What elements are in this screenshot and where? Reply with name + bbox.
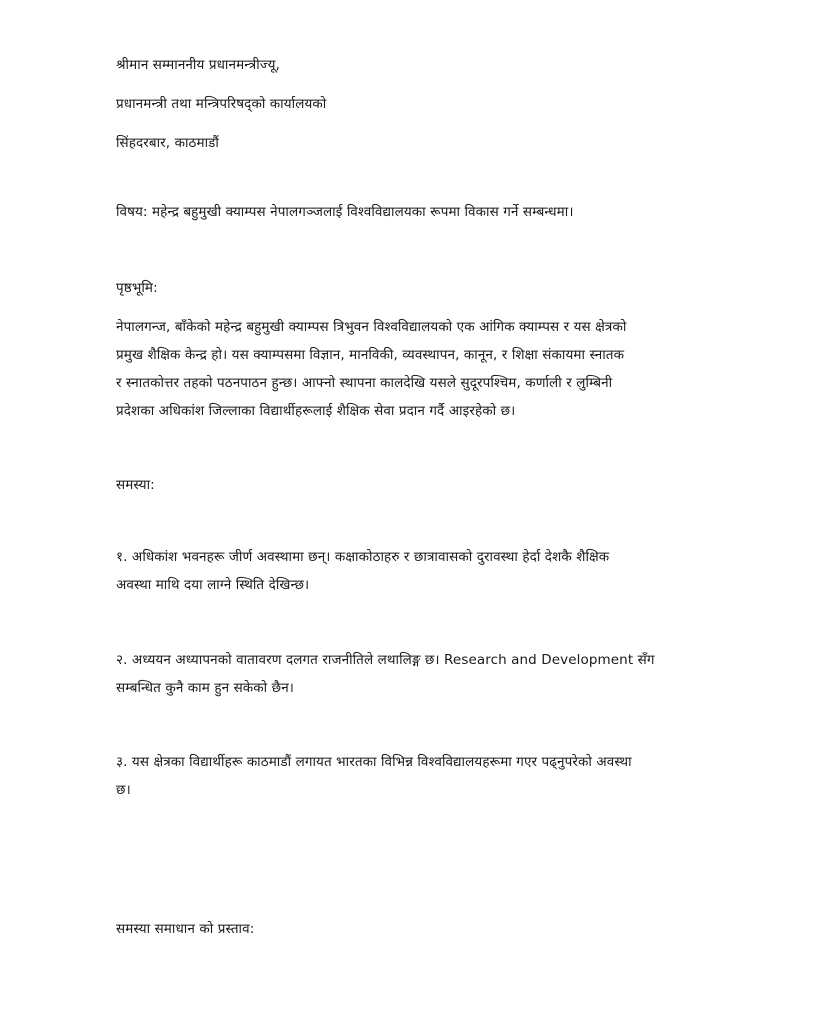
problem-1-line: अवस्था माथि दया लाग्ने स्थिति देखिन्छ।	[116, 577, 310, 593]
background-line: प्रमुख शैक्षिक केन्द्र हो। यस क्याम्पसमा विज्ञान, मानविकी, व्यवस्थापन, कानून, र शिक्षा संकायमा स्नातक	[116, 347, 625, 363]
background-heading: पृष्ठभूमि:	[116, 280, 158, 296]
background-paragraph	[116, 313, 776, 425]
problem-3-line: छ।	[116, 782, 131, 798]
problem-2-line: सम्बन्धित कुनै काम हुन सकेको छैन।	[116, 680, 295, 696]
subject-line: विषय: महेन्द्र बहुमुखी क्याम्पस नेपालगञ्जलाई विश्वविद्यालयका रूपमा विकास गर्ने सम्बन्धमा।	[116, 204, 574, 220]
problem-3-line: ३. यस क्षेत्रका विद्यार्थीहरू काठमाडौं लगायत भारतका विभिन्न विश्वविद्यालयहरूमा गएर पढ्नुपरेको अवस्था	[116, 754, 632, 770]
problem-1	[116, 543, 776, 599]
problem-3	[116, 748, 776, 804]
background-line: र स्नातकोत्तर तहको पठनपाठन हुन्छ। आफ्नो स्थापना कालदेखि यसले सुदूरपश्चिम, कर्णाली र लुम्बिनी	[116, 375, 613, 391]
problem-1-line: १. अधिकांश भवनहरू जीर्ण अवस्थामा छन्। कक्षाकोठाहरु र छात्रावासको दुरावस्था हेर्दा देशकै शैक्षिक	[116, 549, 610, 565]
solution-heading: समस्या समाधान को प्रस्ताव:	[116, 921, 255, 937]
salutation: श्रीमान सम्माननीय प्रधानमन्त्रीज्यू,	[116, 57, 280, 73]
problem-2-line: २. अध्ययन अध्यापनको वातावरण दलगत राजनीतिले लथालिङ्ग छ। Research and Development सँग	[116, 652, 655, 668]
problem-2	[116, 646, 776, 702]
problems-heading: समस्या:	[116, 477, 155, 493]
recipient-office: प्रधानमन्त्री तथा मन्त्रिपरिषद्को कार्यालयको	[116, 96, 327, 112]
recipient-location: सिंहदरबार, काठमाडौं	[116, 135, 219, 151]
background-line: नेपालगन्ज, बाँकेको महेन्द्र बहुमुखी क्याम्पस त्रिभुवन विश्वविद्यालयको एक आंगिक क्याम्पस र यस क्षेत्रको	[116, 319, 627, 335]
background-line: प्रदेशका अधिकांश जिल्लाका विद्यार्थीहरूलाई शैक्षिक सेवा प्रदान गर्दै आइरहेको छ।	[116, 403, 516, 419]
